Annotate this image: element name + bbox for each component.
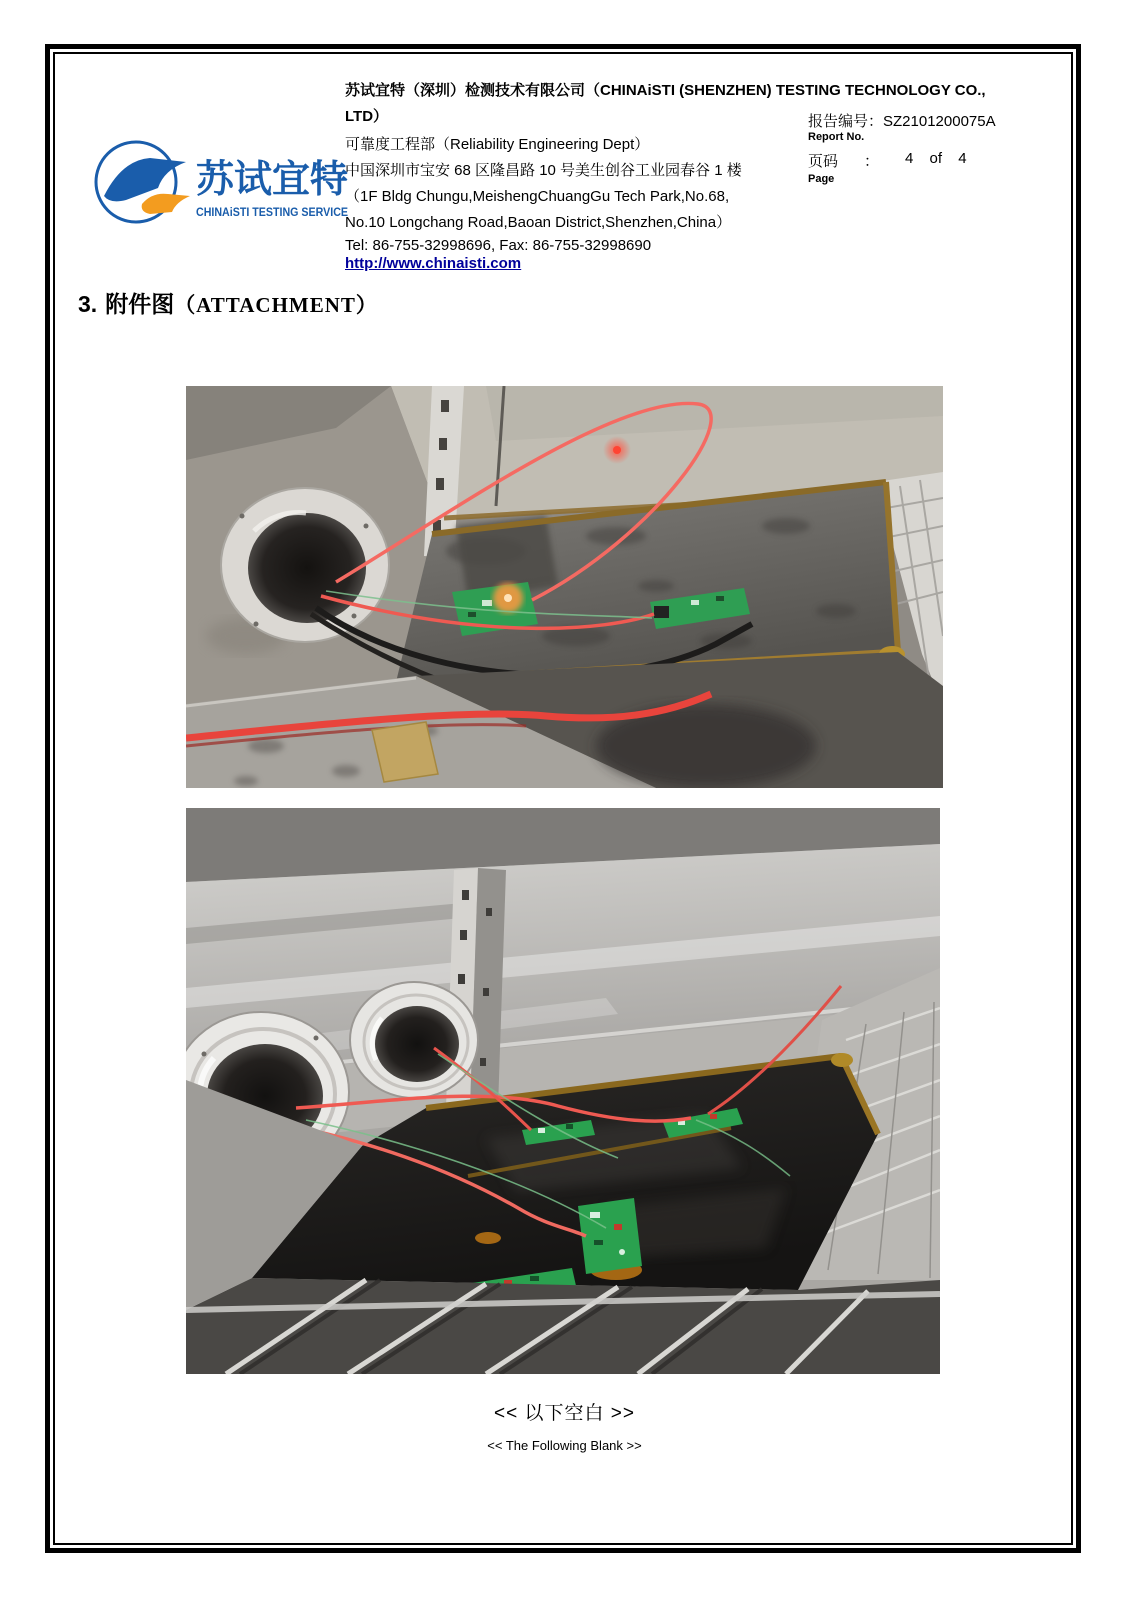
logo-tagline: CHINAiSTI TESTING SERVICE bbox=[196, 205, 348, 219]
section-number: 3. bbox=[78, 291, 98, 317]
page-number-row bbox=[808, 150, 967, 171]
report-no-label-en: Report No. bbox=[808, 131, 865, 143]
cable-port bbox=[350, 982, 478, 1098]
section-title bbox=[78, 286, 378, 319]
section-title-cn: 附件图 bbox=[105, 291, 175, 317]
company-logo bbox=[92, 138, 352, 230]
report-no-row bbox=[808, 110, 996, 131]
address-en-line1: （1F Bldg Chungu,MeishengChuangGu Tech Park,No.68, bbox=[345, 188, 730, 205]
company-name-line2: LTD） bbox=[345, 108, 389, 125]
laser-dot bbox=[603, 436, 631, 464]
logo-swoosh-icon bbox=[96, 142, 190, 222]
page-value: 4 of 4 bbox=[905, 150, 967, 167]
following-blank-cn: << 以下空白 >> bbox=[494, 1403, 635, 1424]
page-label-en: Page bbox=[808, 173, 835, 185]
attachment-photo-1 bbox=[186, 386, 943, 788]
tel-fax-line: Tel: 86-755-32998696, Fax: 86-755-32998690 bbox=[345, 237, 652, 254]
following-blank-en: << The Following Blank >> bbox=[487, 1438, 642, 1453]
website-link-text[interactable]: http://www.chinaisti.com bbox=[345, 255, 522, 272]
pcb-board bbox=[578, 1198, 642, 1274]
department-line: 可靠度工程部（Reliability Engineering Dept） bbox=[345, 136, 650, 153]
attachment-photo-2 bbox=[186, 808, 940, 1374]
company-name-line1: 苏试宜特（深圳）检测技术有限公司（CHINAiSTI (SHENZHEN) TESTING TECHNOLOGY CO., bbox=[345, 82, 986, 99]
page-colon: ： bbox=[864, 153, 880, 170]
page-label-cn: 页码 bbox=[808, 153, 839, 170]
report-no-value: SZ2101200075A bbox=[883, 113, 996, 130]
report-no-label-cn: 报告编号： bbox=[808, 113, 884, 130]
masking-tape bbox=[372, 722, 438, 782]
address-cn: 中国深圳市宝安 68 区隆昌路 10 号美生创谷工业园春谷 1 楼 bbox=[345, 162, 742, 179]
section-title-en: （ATTACHMENT） bbox=[174, 293, 378, 317]
address-en-line2: No.10 Longchang Road,Baoan District,Shenzhen,China） bbox=[345, 214, 732, 231]
logo-name-cn: 苏试宜特 bbox=[196, 159, 348, 201]
website-link[interactable] bbox=[345, 254, 521, 274]
